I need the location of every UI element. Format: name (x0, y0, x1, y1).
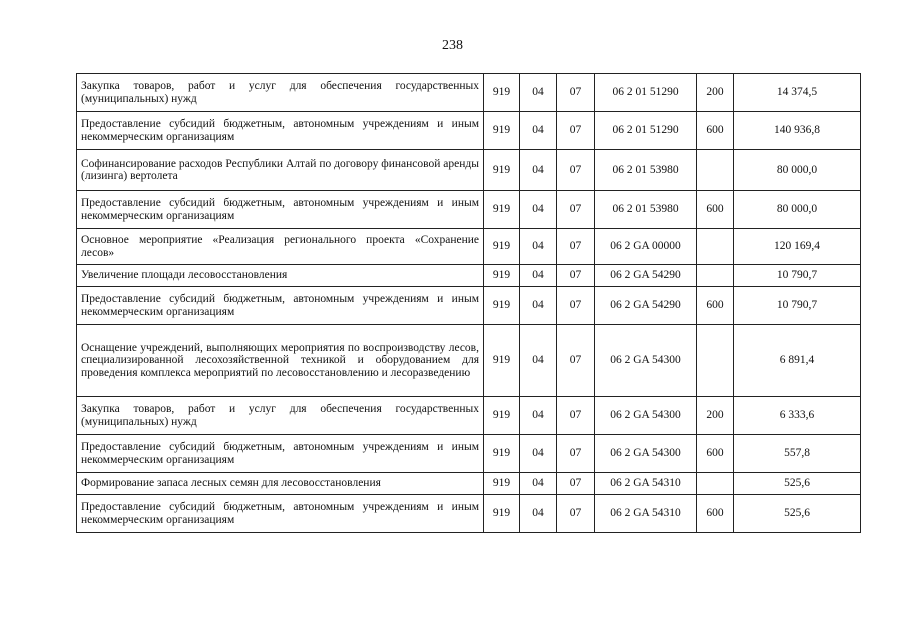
expense-type-code-cell: 600 (697, 435, 734, 473)
department-code-cell: 919 (484, 435, 520, 473)
section-code-cell: 04 (520, 473, 557, 495)
expense-description-cell: Предоставление субсидий бюджетным, автономным учреждениям и иным некоммерческим организациям (77, 287, 484, 325)
section-code-cell: 04 (520, 112, 557, 150)
subsection-code-cell: 07 (557, 495, 595, 533)
department-code-cell: 919 (484, 112, 520, 150)
budget-table (76, 73, 861, 533)
expense-type-code-cell (697, 150, 734, 191)
amount-cell: 6 891,4 (734, 325, 861, 397)
target-item-code-cell: 06 2 GA 54300 (595, 397, 697, 435)
target-item-code-cell: 06 2 GA 54310 (595, 473, 697, 495)
section-code-cell: 04 (520, 191, 557, 229)
target-item-code-cell: 06 2 GA 00000 (595, 229, 697, 265)
target-item-code-cell: 06 2 GA 54290 (595, 287, 697, 325)
subsection-code-cell: 07 (557, 435, 595, 473)
expense-description-cell: Формирование запаса лесных семян для лесовосстановления (77, 473, 484, 495)
amount-cell: 525,6 (734, 495, 861, 533)
amount-cell: 6 333,6 (734, 397, 861, 435)
target-item-code-cell: 06 2 01 53980 (595, 191, 697, 229)
section-code-cell: 04 (520, 435, 557, 473)
subsection-code-cell: 07 (557, 397, 595, 435)
section-code-cell: 04 (520, 74, 557, 112)
amount-cell: 525,6 (734, 473, 861, 495)
department-code-cell: 919 (484, 473, 520, 495)
section-code-cell: 04 (520, 287, 557, 325)
target-item-code-cell: 06 2 01 51290 (595, 112, 697, 150)
department-code-cell: 919 (484, 191, 520, 229)
target-item-code-cell: 06 2 GA 54300 (595, 325, 697, 397)
subsection-code-cell: 07 (557, 74, 595, 112)
expense-type-code-cell: 200 (697, 397, 734, 435)
table-row (77, 287, 861, 325)
amount-cell: 557,8 (734, 435, 861, 473)
expense-type-code-cell (697, 325, 734, 397)
expense-description-cell: Увеличение площади лесовосстановления (77, 265, 484, 287)
amount-cell: 14 374,5 (734, 74, 861, 112)
department-code-cell: 919 (484, 397, 520, 435)
target-item-code-cell: 06 2 01 51290 (595, 74, 697, 112)
table-row (77, 265, 861, 287)
expense-description-cell: Софинансирование расходов Республики Алтай по договору финансовой аренды (лизинга) вертолета (77, 150, 484, 191)
subsection-code-cell: 07 (557, 112, 595, 150)
table-row (77, 74, 861, 112)
subsection-code-cell: 07 (557, 473, 595, 495)
department-code-cell: 919 (484, 287, 520, 325)
expense-description-cell: Закупка товаров, работ и услуг для обеспечения государственных (муниципальных) нужд (77, 397, 484, 435)
expense-description-cell: Основное мероприятие «Реализация регионального проекта «Сохранение лесов» (77, 229, 484, 265)
expense-description-cell: Предоставление субсидий бюджетным, автономным учреждениям и иным некоммерческим организациям (77, 495, 484, 533)
department-code-cell: 919 (484, 265, 520, 287)
subsection-code-cell: 07 (557, 229, 595, 265)
department-code-cell: 919 (484, 325, 520, 397)
department-code-cell: 919 (484, 495, 520, 533)
table-row (77, 150, 861, 191)
expense-type-code-cell (697, 473, 734, 495)
expense-description-cell: Закупка товаров, работ и услуг для обеспечения государственных (муниципальных) нужд (77, 74, 484, 112)
table-row (77, 191, 861, 229)
table-row (77, 495, 861, 533)
section-code-cell: 04 (520, 495, 557, 533)
expense-type-code-cell: 600 (697, 112, 734, 150)
expense-type-code-cell: 600 (697, 495, 734, 533)
target-item-code-cell: 06 2 01 53980 (595, 150, 697, 191)
table-row (77, 435, 861, 473)
section-code-cell: 04 (520, 229, 557, 265)
expense-description-cell: Предоставление субсидий бюджетным, автономным учреждениям и иным некоммерческим организациям (77, 112, 484, 150)
amount-cell: 80 000,0 (734, 191, 861, 229)
table-row (77, 112, 861, 150)
table-row (77, 473, 861, 495)
expense-type-code-cell: 600 (697, 191, 734, 229)
subsection-code-cell: 07 (557, 150, 595, 191)
expense-description-cell: Предоставление субсидий бюджетным, автономным учреждениям и иным некоммерческим организациям (77, 435, 484, 473)
table-row (77, 229, 861, 265)
expense-type-code-cell (697, 229, 734, 265)
section-code-cell: 04 (520, 325, 557, 397)
amount-cell: 140 936,8 (734, 112, 861, 150)
department-code-cell: 919 (484, 74, 520, 112)
subsection-code-cell: 07 (557, 287, 595, 325)
budget-table-body (77, 74, 861, 533)
amount-cell: 10 790,7 (734, 265, 861, 287)
subsection-code-cell: 07 (557, 191, 595, 229)
amount-cell: 80 000,0 (734, 150, 861, 191)
amount-cell: 120 169,4 (734, 229, 861, 265)
subsection-code-cell: 07 (557, 325, 595, 397)
page-number: 238 (442, 38, 463, 53)
expense-type-code-cell (697, 265, 734, 287)
expense-type-code-cell: 200 (697, 74, 734, 112)
table-row (77, 397, 861, 435)
section-code-cell: 04 (520, 265, 557, 287)
amount-cell: 10 790,7 (734, 287, 861, 325)
department-code-cell: 919 (484, 229, 520, 265)
subsection-code-cell: 07 (557, 265, 595, 287)
expense-description-cell: Предоставление субсидий бюджетным, автономным учреждениям и иным некоммерческим организациям (77, 191, 484, 229)
section-code-cell: 04 (520, 150, 557, 191)
table-row (77, 325, 861, 397)
expense-description-cell: Оснащение учреждений, выполняющих мероприятия по воспроизводству лесов, специализированной лесохозяйственной техникой и оборудованием для проведения комплекса мероприятий по лесовосстановлению и лесоразведению (77, 325, 484, 397)
target-item-code-cell: 06 2 GA 54290 (595, 265, 697, 287)
expense-type-code-cell: 600 (697, 287, 734, 325)
target-item-code-cell: 06 2 GA 54310 (595, 495, 697, 533)
department-code-cell: 919 (484, 150, 520, 191)
section-code-cell: 04 (520, 397, 557, 435)
target-item-code-cell: 06 2 GA 54300 (595, 435, 697, 473)
